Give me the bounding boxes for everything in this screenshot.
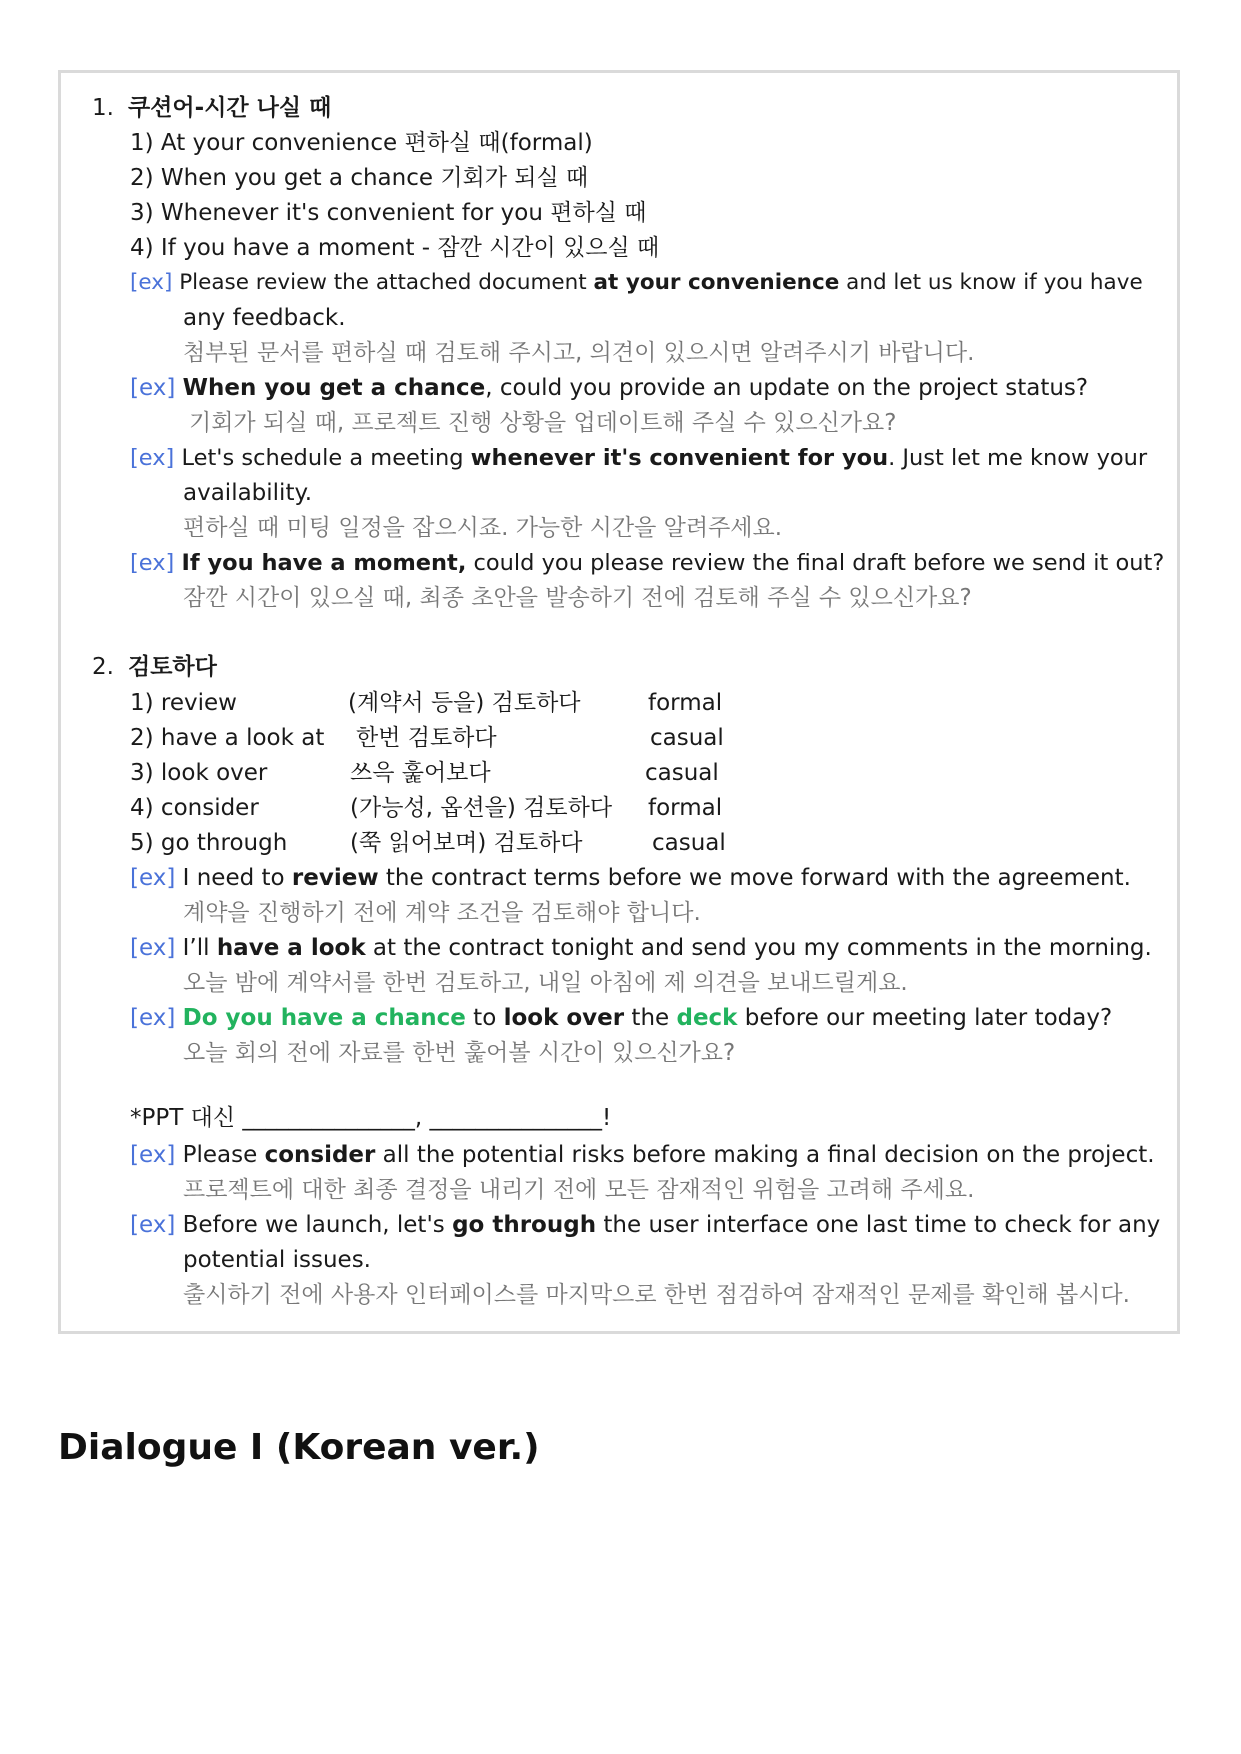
example-bold: When you get a chance xyxy=(182,375,486,401)
example-line xyxy=(130,1003,1112,1033)
example-tag: [ex] xyxy=(130,865,176,891)
example-line xyxy=(130,1210,1160,1240)
example-highlight: Do you have a chance xyxy=(182,1005,466,1031)
example-highlight: deck xyxy=(676,1005,738,1031)
example-line xyxy=(130,933,1152,963)
vocab-kr: (계약서 등을) 검토하다 xyxy=(348,690,581,716)
example-continuation: availability. xyxy=(183,480,313,506)
example-line xyxy=(130,863,1131,893)
section-heading: 검토하다 xyxy=(128,654,217,680)
dialogue-title: Dialogue I (Korean ver.) xyxy=(58,1427,540,1468)
example-text: I’ll xyxy=(182,935,217,961)
example-line xyxy=(130,443,1147,473)
example-text: the user interface one last time to check for any xyxy=(596,1212,1161,1238)
example-bold: go through xyxy=(452,1212,597,1238)
example-bold: whenever it's convenient for you xyxy=(470,445,889,471)
vocab-kr: (쭉 읽어보며) 검토하다 xyxy=(350,830,583,856)
example-text: Please xyxy=(182,1142,265,1168)
example-bold: look over xyxy=(503,1005,625,1031)
example-text: all the potential risks before making a final decision on the project. xyxy=(375,1142,1155,1168)
example-line xyxy=(130,548,1164,578)
vocab-tone: formal xyxy=(648,795,723,821)
example-tag: [ex] xyxy=(130,270,173,295)
list-item: 2) When you get a chance 기회가 되실 때 xyxy=(130,165,589,191)
example-translation: 편하실 때 미팅 일정을 잡으시죠. 가능한 시간을 알려주세요. xyxy=(183,515,783,541)
example-translation: 기회가 되실 때, 프로젝트 진행 상황을 업데이트해 주실 수 있으신가요? xyxy=(189,410,897,436)
example-translation: 첨부된 문서를 편하실 때 검토해 주시고, 의견이 있으시면 알려주시기 바랍니다. xyxy=(183,340,975,366)
section-heading: 쿠션어-시간 나실 때 xyxy=(128,95,332,121)
example-text: before our meeting later today? xyxy=(737,1005,1113,1031)
example-text: Please review the attached document xyxy=(179,270,594,295)
vocab-tone: formal xyxy=(648,690,723,716)
list-item: 1) At your convenience 편하실 때(formal) xyxy=(130,130,593,156)
example-tag: [ex] xyxy=(130,445,175,471)
vocab-kr: 한번 검토하다 xyxy=(356,725,497,751)
example-tag: [ex] xyxy=(130,550,175,576)
example-tag: [ex] xyxy=(130,1212,176,1238)
example-text: the contract terms before we move forward with the agreement. xyxy=(378,865,1131,891)
example-text: Let's schedule a meeting xyxy=(181,445,471,471)
example-text: could you please review the final draft before we send it out? xyxy=(466,550,1165,576)
list-item: 4) If you have a moment - 잠깐 시간이 있으실 때 xyxy=(130,235,660,261)
vocab-kr: (가능성, 옵션을) 검토하다 xyxy=(350,795,613,821)
example-text: , could you provide an update on the project status? xyxy=(485,375,1089,401)
example-translation: 오늘 밤에 계약서를 한번 검토하고, 내일 아침에 제 의견을 보내드릴게요. xyxy=(183,970,908,996)
example-tag: [ex] xyxy=(130,935,176,961)
example-tag: [ex] xyxy=(130,1005,176,1031)
example-bold: If you have a moment, xyxy=(181,550,467,576)
example-text: the xyxy=(624,1005,677,1031)
fill-in-note: *PPT 대신 _______________, _______________! xyxy=(130,1105,612,1131)
vocab-en: 5) go through xyxy=(130,830,288,856)
example-text: . Just let me know your xyxy=(888,445,1148,471)
example-translation: 출시하기 전에 사용자 인터페이스를 마지막으로 한번 점검하여 잠재적인 문제를 확인해 봅시다. xyxy=(183,1282,1130,1308)
example-text: at the contract tonight and send you my comments in the morning. xyxy=(365,935,1152,961)
example-line xyxy=(130,268,1143,298)
vocab-tone: casual xyxy=(645,760,719,786)
example-translation: 오늘 회의 전에 자료를 한번 훑어볼 시간이 있으신가요? xyxy=(183,1040,736,1066)
example-continuation: potential issues. xyxy=(183,1247,371,1273)
example-line xyxy=(130,373,1088,403)
vocab-tone: casual xyxy=(650,725,724,751)
example-translation: 계약을 진행하기 전에 계약 조건을 검토해야 합니다. xyxy=(183,900,701,926)
example-continuation: any feedback. xyxy=(183,305,346,331)
example-bold: have a look xyxy=(216,935,366,961)
example-text: Before we launch, let's xyxy=(182,1212,453,1238)
example-text: I need to xyxy=(182,865,292,891)
example-translation: 프로젝트에 대한 최종 결정을 내리기 전에 모든 잠재적인 위험을 고려해 주세요. xyxy=(183,1177,975,1203)
example-bold: review xyxy=(291,865,379,891)
example-bold: consider xyxy=(264,1142,376,1168)
example-translation: 잠깐 시간이 있으실 때, 최종 초안을 발송하기 전에 검토해 주실 수 있으신가요? xyxy=(183,585,972,611)
example-text: and let us know if you have xyxy=(839,270,1143,295)
vocab-kr: 쓰윽 훑어보다 xyxy=(350,760,491,786)
vocab-en: 3) look over xyxy=(130,760,268,786)
example-tag: [ex] xyxy=(130,375,176,401)
section-number: 1. xyxy=(92,95,114,121)
example-bold: at your convenience xyxy=(593,270,840,295)
example-tag: [ex] xyxy=(130,1142,176,1168)
vocab-en: 2) have a look at xyxy=(130,725,325,751)
example-line xyxy=(130,1140,1155,1170)
vocab-tone: casual xyxy=(652,830,726,856)
example-text: to xyxy=(465,1005,504,1031)
vocab-en: 4) consider xyxy=(130,795,259,821)
vocab-en: 1) review xyxy=(130,690,237,716)
list-item: 3) Whenever it's convenient for you 편하실 때 xyxy=(130,200,647,226)
section-number: 2. xyxy=(92,654,114,680)
